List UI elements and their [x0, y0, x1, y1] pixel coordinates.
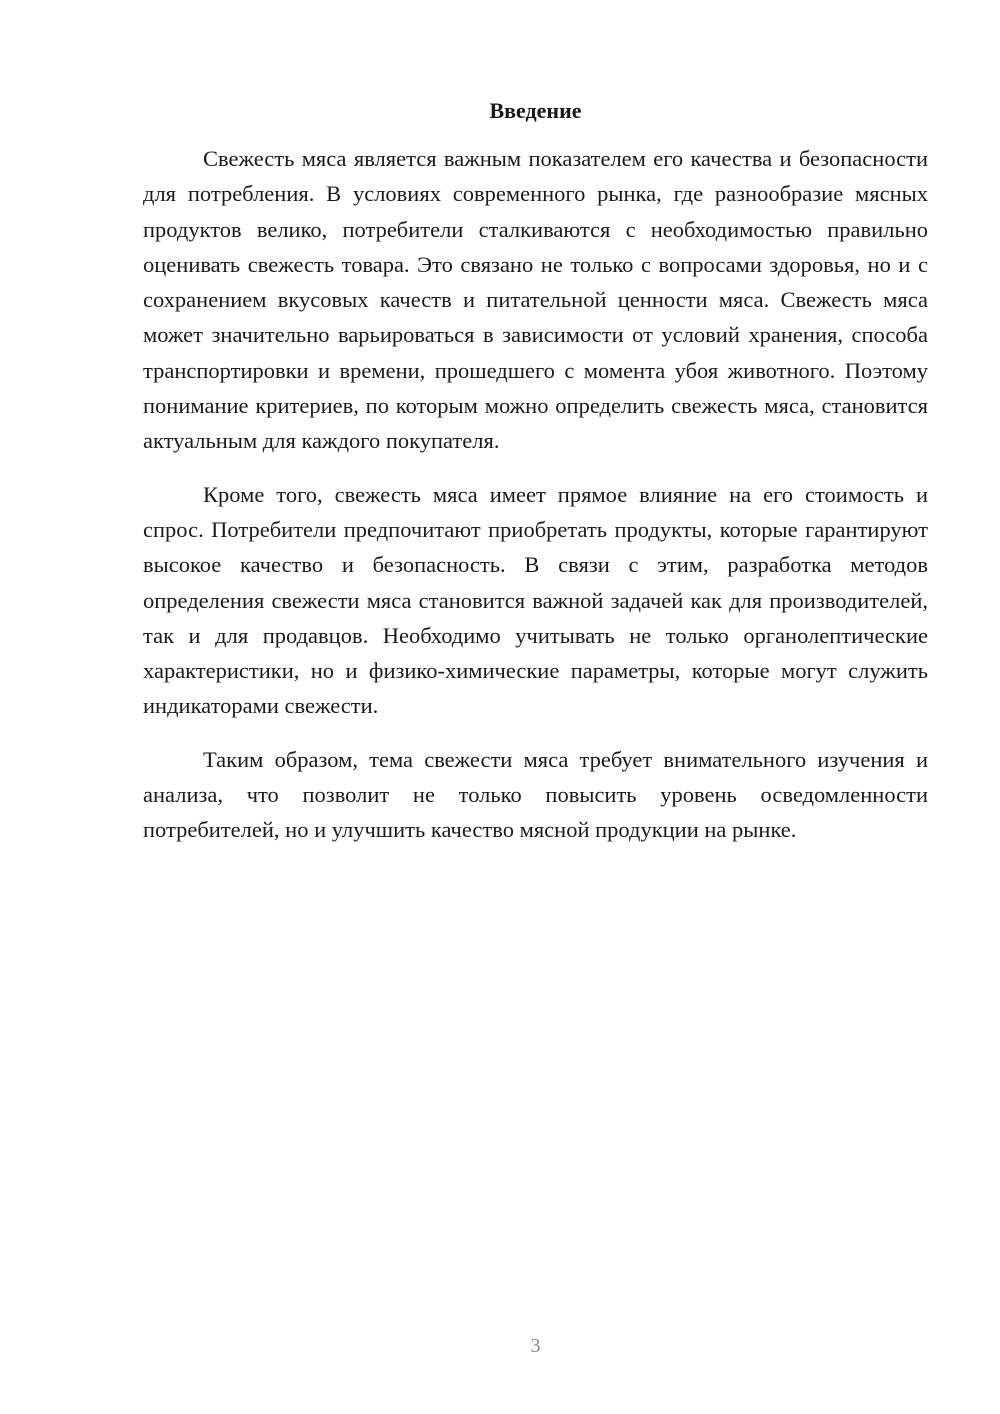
paragraph-2: Кроме того, свежесть мяса имеет прямое влияние на его стоимость и спрос. Потребители предпочитают приобретать продукты, которые гарантируют высокое качество и безопасность. В связи с этим, разработка методов определения свежести мяса становится важной задачей как для производителей, так и для продавцов. Необходимо учитывать не только органолептические характеристики, но и физико-химические параметры, которые могут служить индикаторами свежести. — [143, 481, 928, 719]
document-body — [143, 96, 928, 866]
page-number: 3 — [530, 1335, 541, 1357]
paragraph-1: Свежесть мяса является важным показателем его качества и безопасности для потребления. В условиях современного рынка, где разнообразие мясных продуктов велико, потребители сталкиваются с необходимостью правильно оценивать свежесть товара. Это связано не только с вопросами здоровья, но и с сохранением вкусовых качеств и питательной ценности мяса. Свежесть мяса может значительно варьироваться в зависимости от условий хранения, способа транспортировки и времени, прошедшего с момента убоя животного. Поэтому понимание критериев, по которым можно определить свежесть мяса, становится актуальным для каждого покупателя. — [143, 146, 928, 454]
section-heading: Введение — [489, 98, 582, 123]
paragraph-3: Таким образом, тема свежести мяса требует внимательного изучения и анализа, что позволит не только повысить уровень осведомленности потребителей, но и улучшить качество мясной продукции на рынке. — [143, 746, 928, 843]
